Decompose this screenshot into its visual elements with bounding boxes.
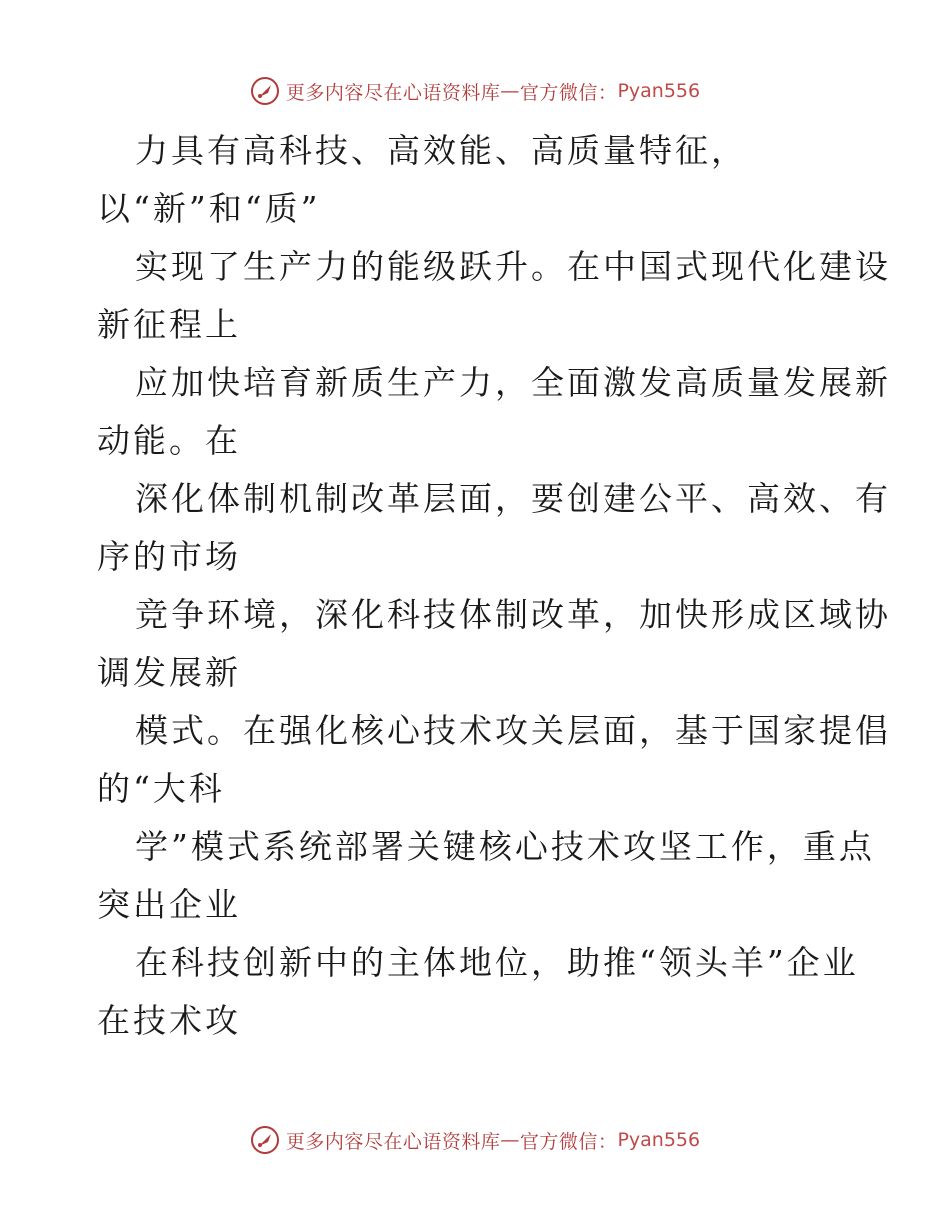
body-line: 力具有高科技、高效能、高质量特征， (135, 131, 747, 170)
body-line: 应加快培育新质生产力，全面激发高质量发展新 (135, 363, 891, 402)
body-line: 突出企业 (97, 885, 241, 924)
header-site-text: 更多内容尽在心语资料库 (285, 81, 501, 104)
header-watermark (0, 71, 950, 111)
header-wechat-label: 官方微信： (519, 81, 618, 104)
body-line: 实现了生产力的能级跃升。在中国式现代化建设 (135, 247, 891, 286)
footer-site-text: 更多内容尽在心语资料库 (285, 1130, 501, 1153)
footer-dash: — (500, 1129, 520, 1151)
footer-wechat-label: 官方微信： (519, 1130, 618, 1153)
footer-watermark (0, 1120, 950, 1160)
footer-wechat-id: Pyan556 (617, 1129, 701, 1151)
body-line: 新征程上 (97, 305, 241, 344)
body-line: 序的市场 (97, 537, 241, 576)
quill-logo-icon (250, 76, 280, 106)
body-line: 在技术攻 (97, 1001, 241, 1040)
body-line: 动能。在 (97, 421, 241, 460)
body-line: 竞争环境，深化科技体制改革，加快形成区域协 (135, 595, 891, 634)
header-dash: — (500, 80, 520, 102)
body-line: 深化体制机制改革层面，要创建公平、高效、有 (135, 479, 891, 518)
body-line: 学”模式系统部署关键核心技术攻坚工作，重点 (135, 827, 875, 866)
header-wechat-id: Pyan556 (617, 80, 701, 102)
body-line: 的“大科 (97, 769, 225, 808)
document-body (97, 122, 891, 1050)
body-line: 模式。在强化核心技术攻关层面，基于国家提倡 (135, 711, 891, 750)
quill-logo-icon (250, 1125, 280, 1155)
body-line: 调发展新 (97, 653, 241, 692)
body-line: 以“新”和“质” (97, 189, 321, 228)
body-line: 在科技创新中的主体地位，助推“领头羊”企业 (135, 943, 859, 982)
